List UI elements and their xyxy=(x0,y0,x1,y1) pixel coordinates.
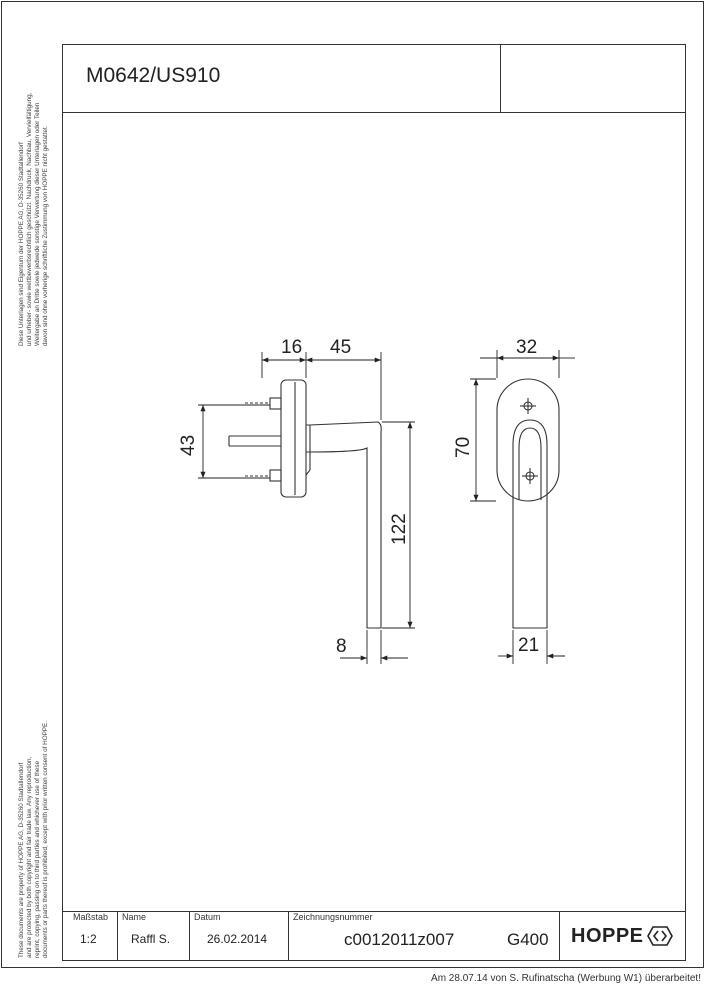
date-label: Datum xyxy=(194,912,221,922)
legal-en-line-1: These documents are property of HOPPE AG, D-35260 Stadtallendorf xyxy=(18,762,25,958)
legal-de-line-1: Diese Unterlagen sind Eigentum der HOPPE AG, D-35260 Stadtallendorf xyxy=(18,142,25,346)
dim-70-label: 70 xyxy=(453,436,474,458)
legal-de-line-2: und urheber- sowie wettbewerbsrechtlich geschützt. Nachdruck, Nachbau, Vervielfältigung, xyxy=(26,92,33,346)
dim-21-label: 21 xyxy=(518,635,540,656)
dim-45-label: 45 xyxy=(330,337,352,358)
dim-122-label: 122 xyxy=(389,513,410,545)
dim-8-label: 8 xyxy=(336,636,347,657)
hoppe-logo-text: HOPPE xyxy=(571,924,644,947)
hoppe-logo-mark-icon xyxy=(647,926,673,946)
drawing-title: M0642/US910 xyxy=(86,64,221,87)
name-value: Raffl S. xyxy=(131,932,171,946)
tb-divider-1 xyxy=(117,911,118,961)
front-view xyxy=(497,379,559,628)
date-value: 26.02.2014 xyxy=(207,932,268,946)
dim-43-label: 43 xyxy=(178,434,199,456)
hoppe-logo xyxy=(571,924,673,948)
scale-label: Maßstab xyxy=(73,912,109,922)
dim-32-label: 32 xyxy=(516,337,538,358)
name-label: Name xyxy=(122,912,147,922)
legal-de-line-3: Weitergabe an Dritte sowie jedwede sonstige Verwertung dieser Unterlagen oder Teilen xyxy=(34,102,41,346)
scale-value: 1:2 xyxy=(80,932,97,946)
dim-16-label: 16 xyxy=(281,337,303,358)
side-view xyxy=(229,380,381,628)
tb-divider-3 xyxy=(288,911,289,961)
legal-en-line-2: and are protected by both copyright and fair trade law. Any reproduction, xyxy=(26,756,33,958)
drawing-number-label: Zeichnungsnummer xyxy=(293,912,373,922)
footer-note: Am 28.07.14 von S. Rufinatscha (Werbung W1) überarbeitet! xyxy=(431,973,701,984)
drawing-number: c0012011z007 xyxy=(344,930,455,949)
legal-de-line-4: davon sind ohne vorherige schriftliche Zustimmung von HOPPE nicht gestattet. xyxy=(42,125,49,346)
tb-divider-4 xyxy=(559,911,560,961)
title-block-top-border xyxy=(62,911,686,912)
drawing-code: G400 xyxy=(507,930,549,949)
legal-en-line-3: reprint, copying, passing on to third parties and whichever use of these xyxy=(34,760,41,958)
legal-en-line-4: documents or parts thereof is prohibited, except with prior written consent of HOPPE. xyxy=(42,721,49,958)
tb-divider-2 xyxy=(189,911,190,961)
